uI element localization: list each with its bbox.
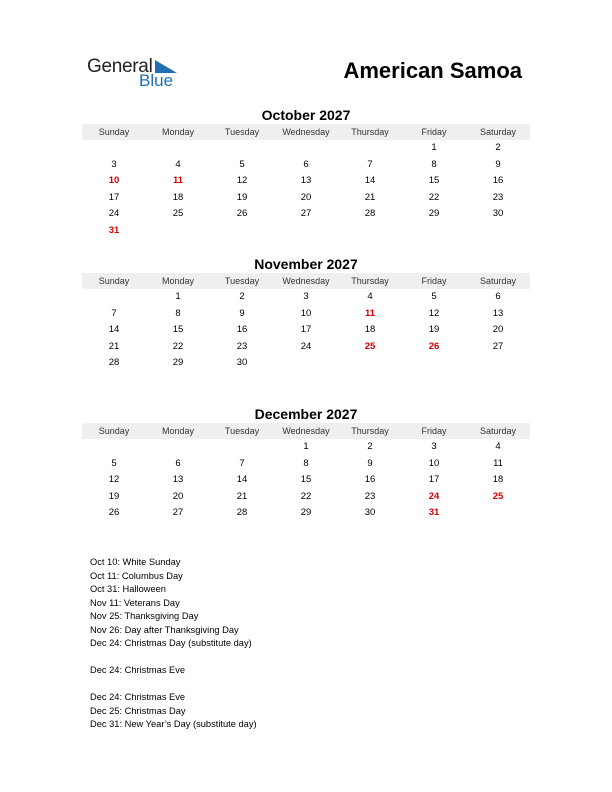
day-cell: 14 <box>108 324 120 335</box>
holiday-list-item: Dec 24: Christmas Eve <box>90 692 186 702</box>
day-cell <box>82 140 146 157</box>
week-row <box>82 157 530 174</box>
day-cell: 27 <box>492 340 504 352</box>
day-cell <box>146 140 210 157</box>
day-cell: 25 <box>172 208 184 219</box>
day-cell: 29 <box>428 208 440 219</box>
weekday-label: Monday <box>161 426 195 436</box>
weekday-header-row <box>82 273 530 289</box>
holiday-day-cell: 11 <box>172 175 184 186</box>
week-row <box>82 173 530 190</box>
holiday-list-item: Dec 25: Christmas Day <box>90 705 186 716</box>
week-row <box>82 190 530 207</box>
day-cell: 1 <box>431 142 437 153</box>
day-cell: 4 <box>495 441 501 452</box>
day-cell <box>274 140 338 157</box>
day-cell: 7 <box>367 158 373 170</box>
day-cell: 17 <box>108 191 120 203</box>
month-title: October 2027 <box>261 107 351 123</box>
day-cell: 9 <box>495 158 501 170</box>
day-cell <box>210 223 274 240</box>
day-cell <box>146 223 210 240</box>
day-cell: 18 <box>492 474 504 485</box>
week-row <box>82 306 530 323</box>
month-december <box>82 405 530 522</box>
day-cell: 30 <box>492 208 504 219</box>
day-cell: 16 <box>492 175 504 186</box>
day-cell <box>210 439 274 456</box>
holiday-list-spacer <box>90 651 257 665</box>
logo-general-text: General <box>87 56 153 77</box>
week-row <box>82 355 530 372</box>
day-cell: 11 <box>493 457 503 469</box>
week-row <box>82 322 530 339</box>
day-cell: 29 <box>172 357 184 368</box>
day-cell: 8 <box>431 158 437 170</box>
day-cell: 13 <box>492 307 504 319</box>
day-cell <box>466 223 530 240</box>
holiday-list-item: Nov 25: Thanksgiving Day <box>90 611 199 621</box>
day-cell: 3 <box>303 291 309 302</box>
day-cell: 12 <box>108 474 120 485</box>
weekday-label: Wednesday <box>282 276 330 286</box>
day-cell <box>402 355 466 372</box>
day-cell: 28 <box>108 357 120 368</box>
day-cell: 16 <box>236 324 248 335</box>
day-cell: 5 <box>111 457 117 469</box>
day-cell: 30 <box>236 357 248 368</box>
holiday-day-cell: 31 <box>108 224 120 236</box>
weekday-label: Sunday <box>98 426 130 436</box>
day-cell: 1 <box>175 291 181 302</box>
day-cell: 4 <box>367 291 373 302</box>
weekday-label: Monday <box>161 127 195 137</box>
country-title: American Samoa <box>343 58 522 83</box>
day-cell: 20 <box>172 490 184 502</box>
month-title: December 2027 <box>254 406 358 422</box>
week-row <box>82 206 530 223</box>
weekday-header-row <box>82 423 530 439</box>
holiday-list-item: Dec 24: Christmas Day (substitute day) <box>90 638 252 648</box>
day-cell: 15 <box>172 324 184 335</box>
day-cell: 23 <box>492 191 504 203</box>
day-cell: 21 <box>108 340 120 352</box>
holiday-list-item: Nov 11: Veterans Day <box>90 597 180 608</box>
weekday-label: Tuesday <box>224 127 260 137</box>
day-cell <box>82 289 146 306</box>
holiday-day-cell: 31 <box>428 507 440 518</box>
day-cell: 3 <box>111 158 117 170</box>
weekday-label: Friday <box>421 426 447 436</box>
day-cell <box>338 355 402 372</box>
day-cell: 6 <box>175 457 181 469</box>
day-cell: 3 <box>431 441 437 452</box>
week-row <box>82 439 530 456</box>
day-cell: 26 <box>236 208 248 219</box>
week-row <box>82 339 530 356</box>
day-cell: 12 <box>236 175 248 186</box>
day-cell <box>146 439 210 456</box>
month-october <box>82 106 530 239</box>
day-cell: 22 <box>300 490 312 502</box>
day-cell: 8 <box>303 457 309 469</box>
holiday-list-item: Oct 11: Columbus Day <box>90 570 183 581</box>
day-cell: 23 <box>236 340 248 352</box>
day-cell <box>402 223 466 240</box>
day-cell <box>274 223 338 240</box>
weekday-label: Saturday <box>479 276 517 286</box>
day-cell <box>274 355 338 372</box>
day-cell: 18 <box>364 324 376 335</box>
holiday-list-item: Dec 24: Christmas Eve <box>90 665 186 675</box>
general-blue-logo <box>87 56 187 92</box>
day-cell: 14 <box>236 474 248 485</box>
day-cell: 30 <box>364 507 376 518</box>
weekday-label: Tuesday <box>224 276 260 286</box>
holiday-day-cell: 24 <box>428 490 440 502</box>
day-cell: 8 <box>175 307 181 319</box>
day-cell: 17 <box>428 474 440 485</box>
holiday-list-spacer <box>90 678 257 692</box>
day-cell: 2 <box>239 291 245 302</box>
day-cell: 7 <box>239 457 245 469</box>
day-cell: 20 <box>300 191 312 203</box>
day-cell <box>338 140 402 157</box>
weekday-label: Friday <box>421 276 447 286</box>
day-cell: 12 <box>428 307 440 319</box>
day-cell <box>210 140 274 157</box>
weekday-header-row <box>82 124 530 140</box>
day-cell: 5 <box>431 291 437 302</box>
day-cell: 13 <box>300 175 312 186</box>
day-cell: 28 <box>364 208 376 219</box>
day-cell: 6 <box>303 158 309 170</box>
week-row <box>82 140 530 157</box>
week-row <box>82 289 530 306</box>
day-cell: 10 <box>300 307 312 319</box>
week-row <box>82 489 530 506</box>
holiday-list-item: Nov 26: Day after Thanksgiving Day <box>90 624 239 635</box>
holiday-day-cell: 26 <box>428 340 440 352</box>
day-cell: 26 <box>108 507 120 518</box>
day-cell: 18 <box>172 191 184 203</box>
day-cell: 16 <box>364 474 376 485</box>
day-cell: 7 <box>111 307 117 319</box>
weekday-label: Thursday <box>351 426 389 436</box>
day-cell: 27 <box>300 208 312 219</box>
day-cell: 4 <box>175 158 181 170</box>
weekday-label: Wednesday <box>282 127 330 137</box>
weekday-label: Monday <box>161 276 195 286</box>
day-cell: 5 <box>239 158 245 170</box>
weekday-label: Sunday <box>98 276 130 286</box>
day-cell: 19 <box>108 490 120 502</box>
weekday-label: Tuesday <box>224 426 260 436</box>
weekday-label: Thursday <box>351 276 389 286</box>
day-cell: 22 <box>428 191 440 203</box>
day-cell: 14 <box>364 175 376 186</box>
holiday-list-item: Oct 10: White Sunday <box>90 557 181 567</box>
day-cell: 24 <box>108 208 120 219</box>
day-cell: 15 <box>300 474 312 485</box>
logo-blue-text: Blue <box>139 71 174 90</box>
month-title: November 2027 <box>254 256 358 272</box>
day-cell: 9 <box>367 457 373 469</box>
week-row <box>82 223 530 240</box>
weekday-label: Saturday <box>479 127 517 137</box>
day-cell: 2 <box>495 142 501 153</box>
day-cell: 21 <box>236 490 248 502</box>
day-cell <box>82 439 146 456</box>
day-cell <box>466 505 530 522</box>
day-cell: 29 <box>300 507 312 518</box>
weekday-label: Wednesday <box>282 426 330 436</box>
weekday-label: Friday <box>421 127 447 137</box>
day-cell: 9 <box>239 307 245 319</box>
day-cell: 19 <box>236 191 248 203</box>
week-row <box>82 472 530 489</box>
day-cell <box>466 355 530 372</box>
holiday-day-cell: 25 <box>364 340 376 352</box>
day-cell: 24 <box>300 340 312 352</box>
holiday-day-cell: 11 <box>364 307 376 319</box>
day-cell: 19 <box>428 324 440 335</box>
day-cell: 1 <box>303 441 309 452</box>
weekday-label: Saturday <box>479 426 517 436</box>
day-cell: 15 <box>428 175 440 186</box>
holiday-list <box>90 556 257 732</box>
day-cell: 13 <box>172 474 184 485</box>
day-cell: 23 <box>364 490 376 502</box>
weekday-label: Thursday <box>351 127 389 137</box>
day-cell: 28 <box>236 507 248 518</box>
weekday-label: Sunday <box>98 127 130 137</box>
day-cell: 20 <box>492 324 504 335</box>
holiday-day-cell: 25 <box>492 490 504 502</box>
day-cell: 2 <box>367 441 373 452</box>
holiday-list-item: Oct 31: Halloween <box>90 584 166 594</box>
day-cell <box>338 223 402 240</box>
day-cell: 22 <box>172 340 184 352</box>
day-cell: 27 <box>172 507 184 518</box>
day-cell: 17 <box>300 324 312 335</box>
day-cell: 6 <box>495 291 501 302</box>
holiday-day-cell: 10 <box>108 175 120 186</box>
holiday-list-item: Dec 31: New Year’s Day (substitute day) <box>90 719 257 729</box>
month-november <box>82 255 530 372</box>
day-cell: 21 <box>364 191 376 203</box>
week-row <box>82 505 530 522</box>
day-cell: 10 <box>428 457 440 469</box>
week-row <box>82 456 530 473</box>
